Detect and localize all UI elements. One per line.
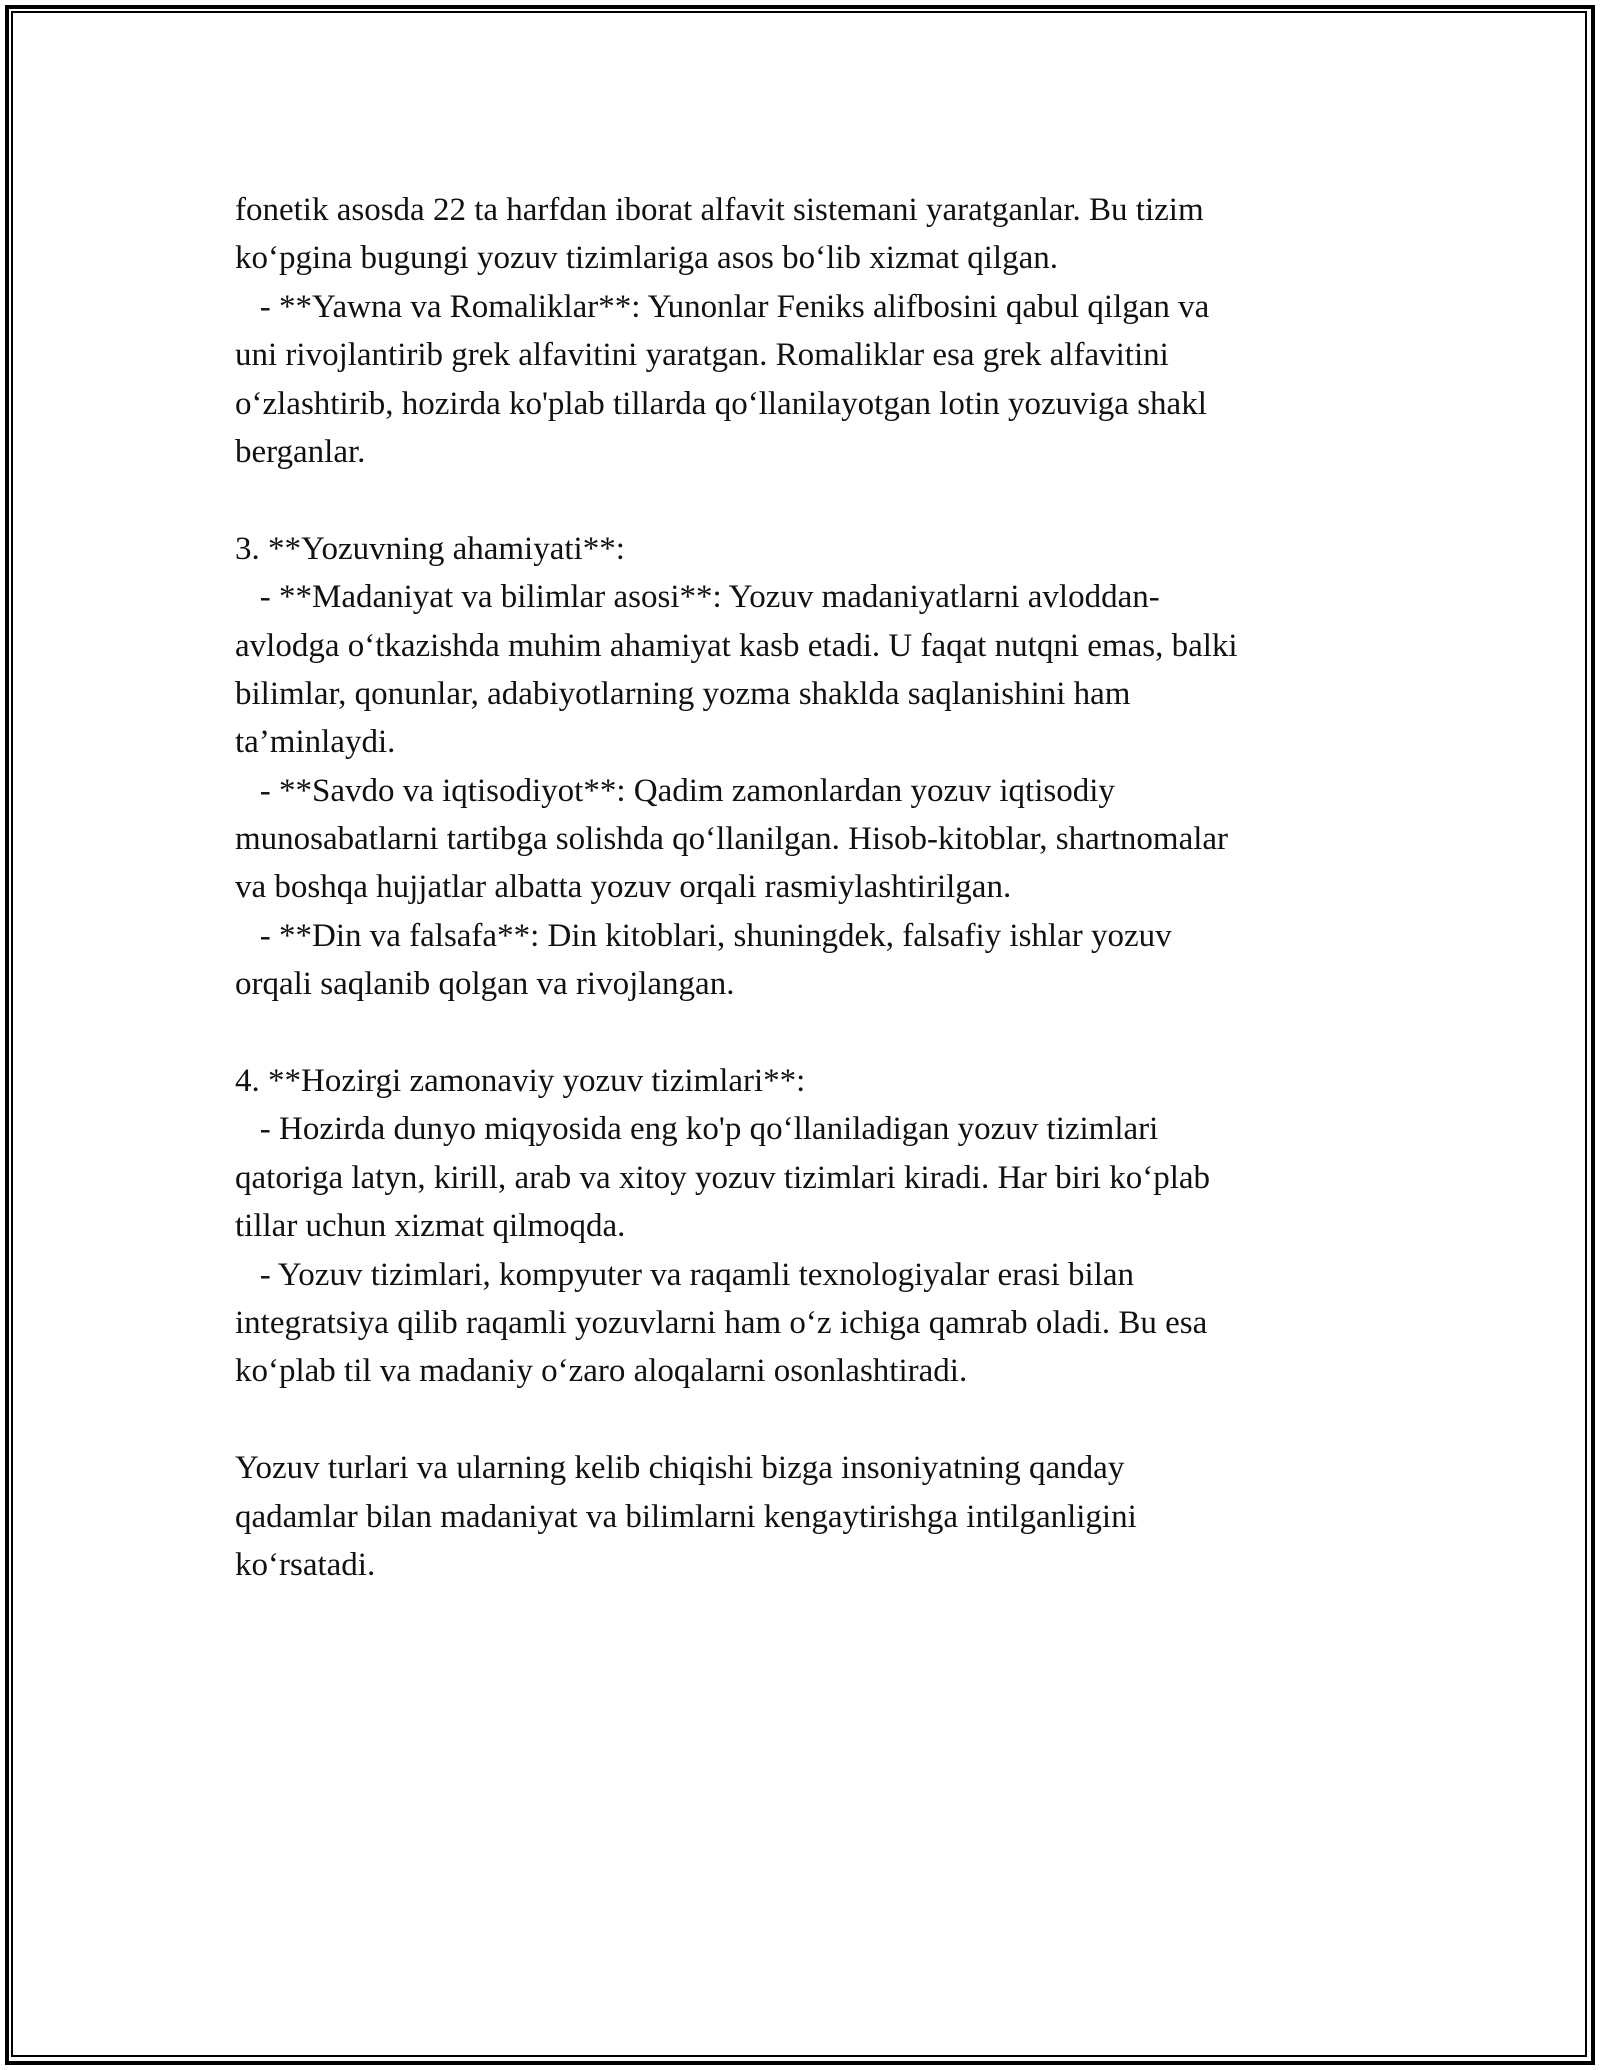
text-line: ko‘rsatadi. (235, 1546, 376, 1583)
blank-line (235, 476, 1375, 524)
text-line: - **Madaniyat va bilimlar asosi**: Yozuv madaniyatlarni avloddan- (235, 579, 1160, 616)
text-line: - **Yawna va Romaliklar**: Yunonlar Feniks alifbosini qabul qilgan va (235, 288, 1210, 325)
section-heading: 4. **Hozirgi zamonaviy yozuv tizimlari**: (235, 1063, 806, 1100)
text-line: va boshqa hujjatlar albatta yozuv orqali rasmiylashtirilgan. (235, 869, 1012, 906)
text-line: orqali saqlanib qolgan va rivojlangan. (235, 966, 735, 1003)
blank-line (235, 1396, 1375, 1444)
text-line: ko‘plab til va madaniy o‘zaro aloqalarni osonlashtiradi. (235, 1353, 968, 1390)
text-line: bilimlar, qonunlar, adabiyotlarning yozma shaklda saqlanishini ham (235, 675, 1131, 712)
text-line: tillar uchun xizmat qilmoqda. (235, 1208, 626, 1245)
text-line: - Hozirda dunyo miqyosida eng ko'p qo‘llaniladigan yozuv tizimlari (235, 1111, 1159, 1148)
text-line: integratsiya qilib raqamli yozuvlarni ham o‘z ichiga qamrab oladi. Bu esa (235, 1304, 1208, 1341)
text-line: qadamlar bilan madaniyat va bilimlarni kengaytirishga intilganligini (235, 1498, 1137, 1535)
section-heading: 3. **Yozuvning ahamiyati**: (235, 530, 625, 567)
text-line: Yozuv turlari va ularning kelib chiqishi bizga insoniyatning qanday (235, 1450, 1125, 1487)
text-line: avlodga o‘tkazishda muhim ahamiyat kasb etadi. U faqat nutqni emas, balki (235, 627, 1238, 664)
blank-line (235, 1009, 1375, 1057)
text-line: berganlar. (235, 433, 366, 470)
text-line: fonetik asosda 22 ta harfdan iborat alfavit sistemani yaratganlar. Bu tizim (235, 192, 1204, 228)
document-body (235, 186, 1375, 1589)
text-line: ko‘pgina bugungi yozuv tizimlariga asos bo‘lib xizmat qilgan. (235, 240, 1059, 277)
text-line: qatoriga latyn, kirill, arab va xitoy yozuv tizimlari kiradi. Har biri ko‘plab (235, 1159, 1211, 1196)
text-line: - **Din va falsafa**: Din kitoblari, shuningdek, falsafiy ishlar yozuv (235, 917, 1172, 954)
text-line: ta’minlaydi. (235, 724, 396, 761)
text-line: - Yozuv tizimlari, kompyuter va raqamli texnologiyalar erasi bilan (235, 1256, 1135, 1293)
text-line: uni rivojlantirib grek alfavitini yaratgan. Romaliklar esa grek alfavitini (235, 337, 1169, 374)
text-line: - **Savdo va iqtisodiyot**: Qadim zamonlardan yozuv iqtisodiy (235, 772, 1115, 809)
text-line: munosabatlarni tartibga solishda qo‘llanilgan. Hisob-kitoblar, shartnomalar (235, 821, 1229, 858)
text-line: o‘zlashtirib, hozirda ko'plab tillarda qo‘llanilayotgan lotin yozuviga shakl (235, 385, 1207, 422)
